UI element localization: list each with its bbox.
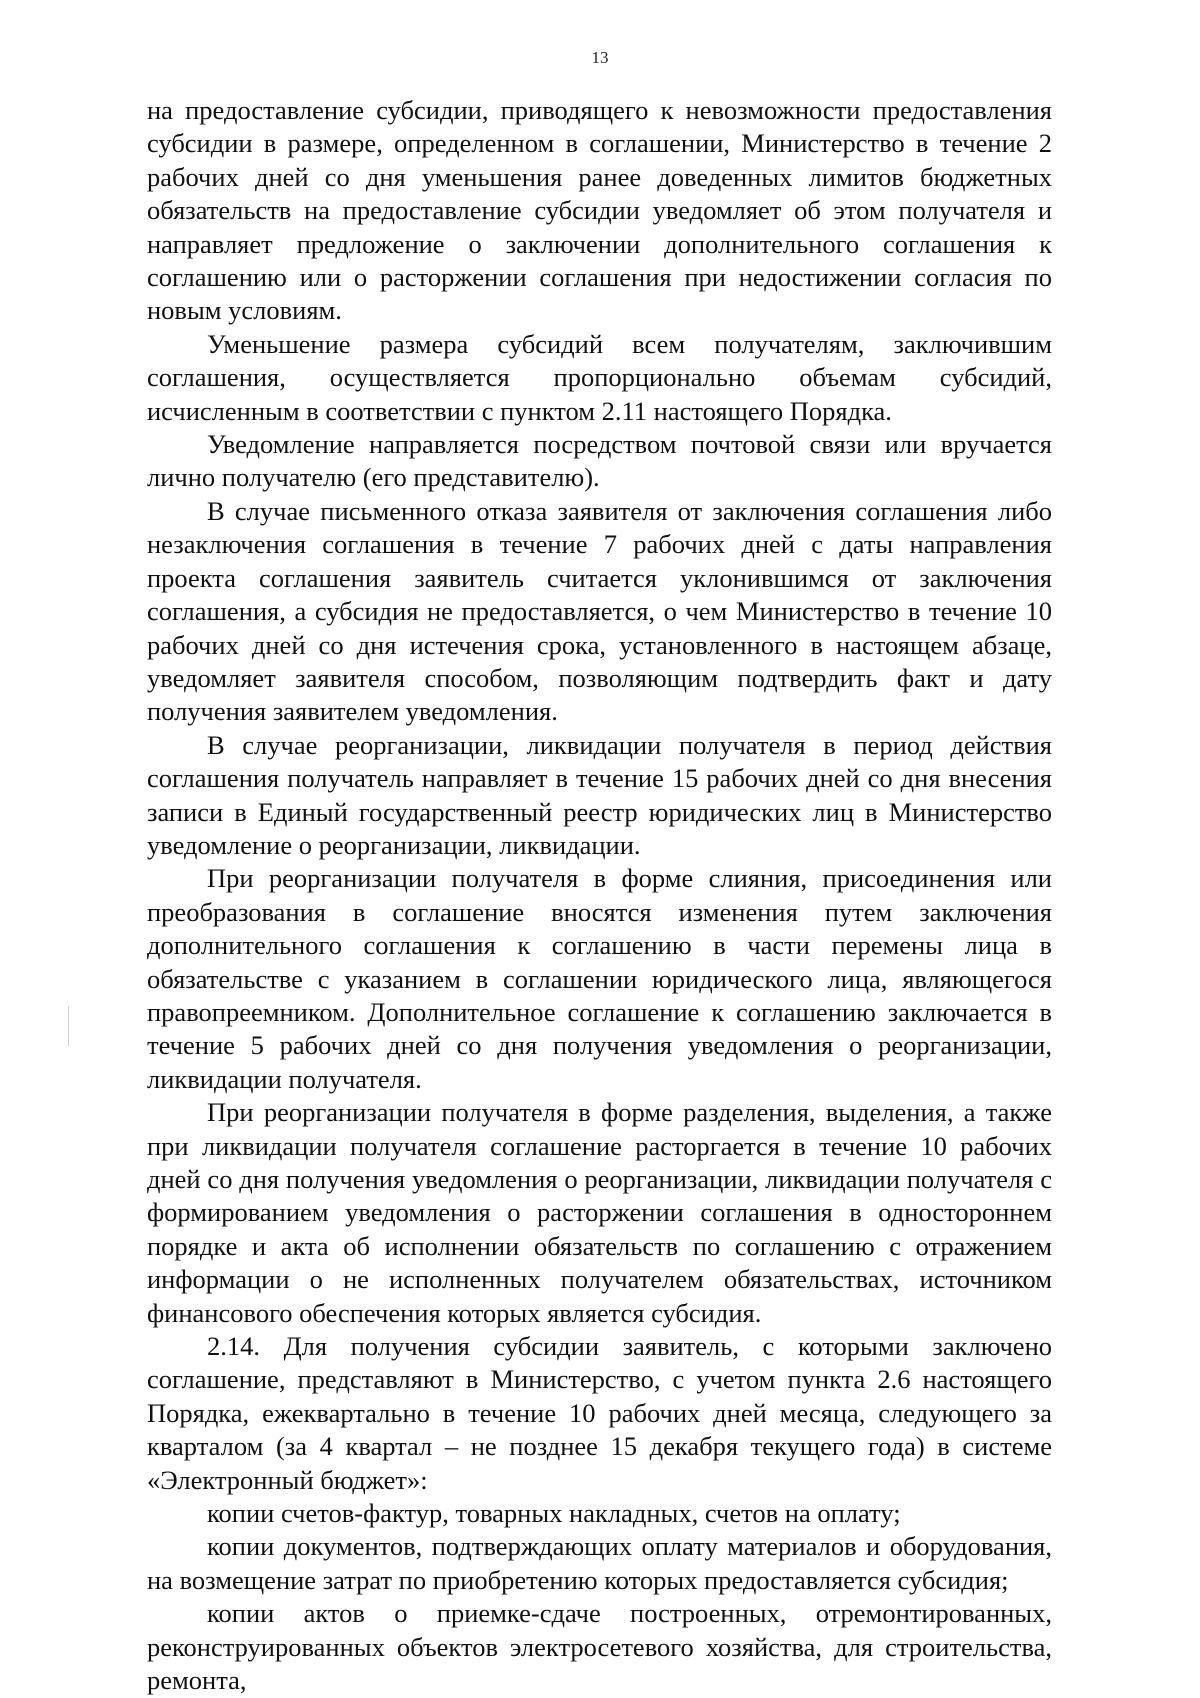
list-item-acceptance-acts: копии актов о приемке-сдаче построенных, отремонтированных, реконструированных объектов электросетевого хозяйства, для строительства, ремонта, [147,1598,1052,1696]
paragraph-refusal: В случае письменного отказа заявителя от заключения соглашения либо незаключения соглашения в течение 7 рабочих дней с даты направления проекта соглашения заявитель считается уклонившимся от заключения соглашения, а субсидия не предоставляется, о чем Министерство в течение 10 рабочих дней со дня истечения срока, установленного в настоящем абзаце, уведомляет заявителя способом, позволяющим подтвердить факт и дату получения заявителем уведомления. [147,495,1052,727]
paragraph-section-2-14: 2.14. Для получения субсидии заявитель, с которыми заключено соглашение, представляют в Министерство, с учетом пункта 2.6 настоящего Порядка, ежеквартально в течение 10 рабочих дней месяца, следующего за кварталом (за 4 квартал – не позднее 15 декабря текущего года) в системе «Электронный бюджет»: [147,1331,1052,1495]
paragraph-reorganization: В случае реорганизации, ликвидации получателя в период действия соглашения получатель направляет в течение 15 рабочих дней со дня внесения записи в Единый государственный реестр юридических лиц в Министерство уведомление о реорганизации, ликвидации. [147,729,1052,860]
scan-margin-mark [68,1006,69,1046]
list-item-payment-documents: копии документов, подтверждающих оплату материалов и оборудования, на возмещение затрат по приобретению которых предоставляется субсидия; [147,1531,1052,1595]
paragraph-division: При реорганизации получателя в форме разделения, выделения, а также при ликвидации получателя соглашение расторгается в течение 10 рабочих дней со дня получения уведомления о реорганизации, ликвидации получателя с формированием уведомления о расторжении соглашения в одностороннем порядке и акта об исполнении обязательств по соглашению с отражением информации о не исполненных получателем обязательствах, источником финансового обеспечения которых является субсидия. [147,1097,1052,1328]
paragraph-continuation: на предоставление субсидии, приводящего к невозможности предоставления субсидии в размере, определенном в соглашении, Министерство в течение 2 рабочих дней со дня уменьшения ранее доведенных лимитов бюджетных обязательств на предоставление субсидии уведомляет об этом получателя и направляет предложение о заключении дополнительного соглашения к соглашению или о расторжении соглашения при недостижении согласия по новым условиям. [147,95,1052,326]
paragraph-merger: При реорганизации получателя в форме слияния, присоединения или преобразования в соглашение вносятся изменения путем заключения дополнительного соглашения к соглашению в части перемены лица в обязательстве с указанием в соглашении юридического лица, являющегося правопреемником. Дополнительное соглашение к соглашению заключается в течение 5 рабочих дней со дня получения уведомления о реорганизации, ликвидации получателя. [147,863,1052,1094]
document-body [147,94,1052,1698]
paragraph-notification: Уведомление направляется посредством почтовой связи или вручается лично получателю (его представителю). [147,429,1052,493]
page-number: 13 [591,48,609,67]
list-item-invoices: копии счетов-фактур, товарных накладных, счетов на оплату; [207,1498,901,1529]
paragraph-reduction: Уменьшение размера субсидий всем получателям, заключившим соглашения, осуществляется пропорционально объемам субсидий, исчисленным в соответствии с пунктом 2.11 настоящего Порядка. [147,328,1052,426]
